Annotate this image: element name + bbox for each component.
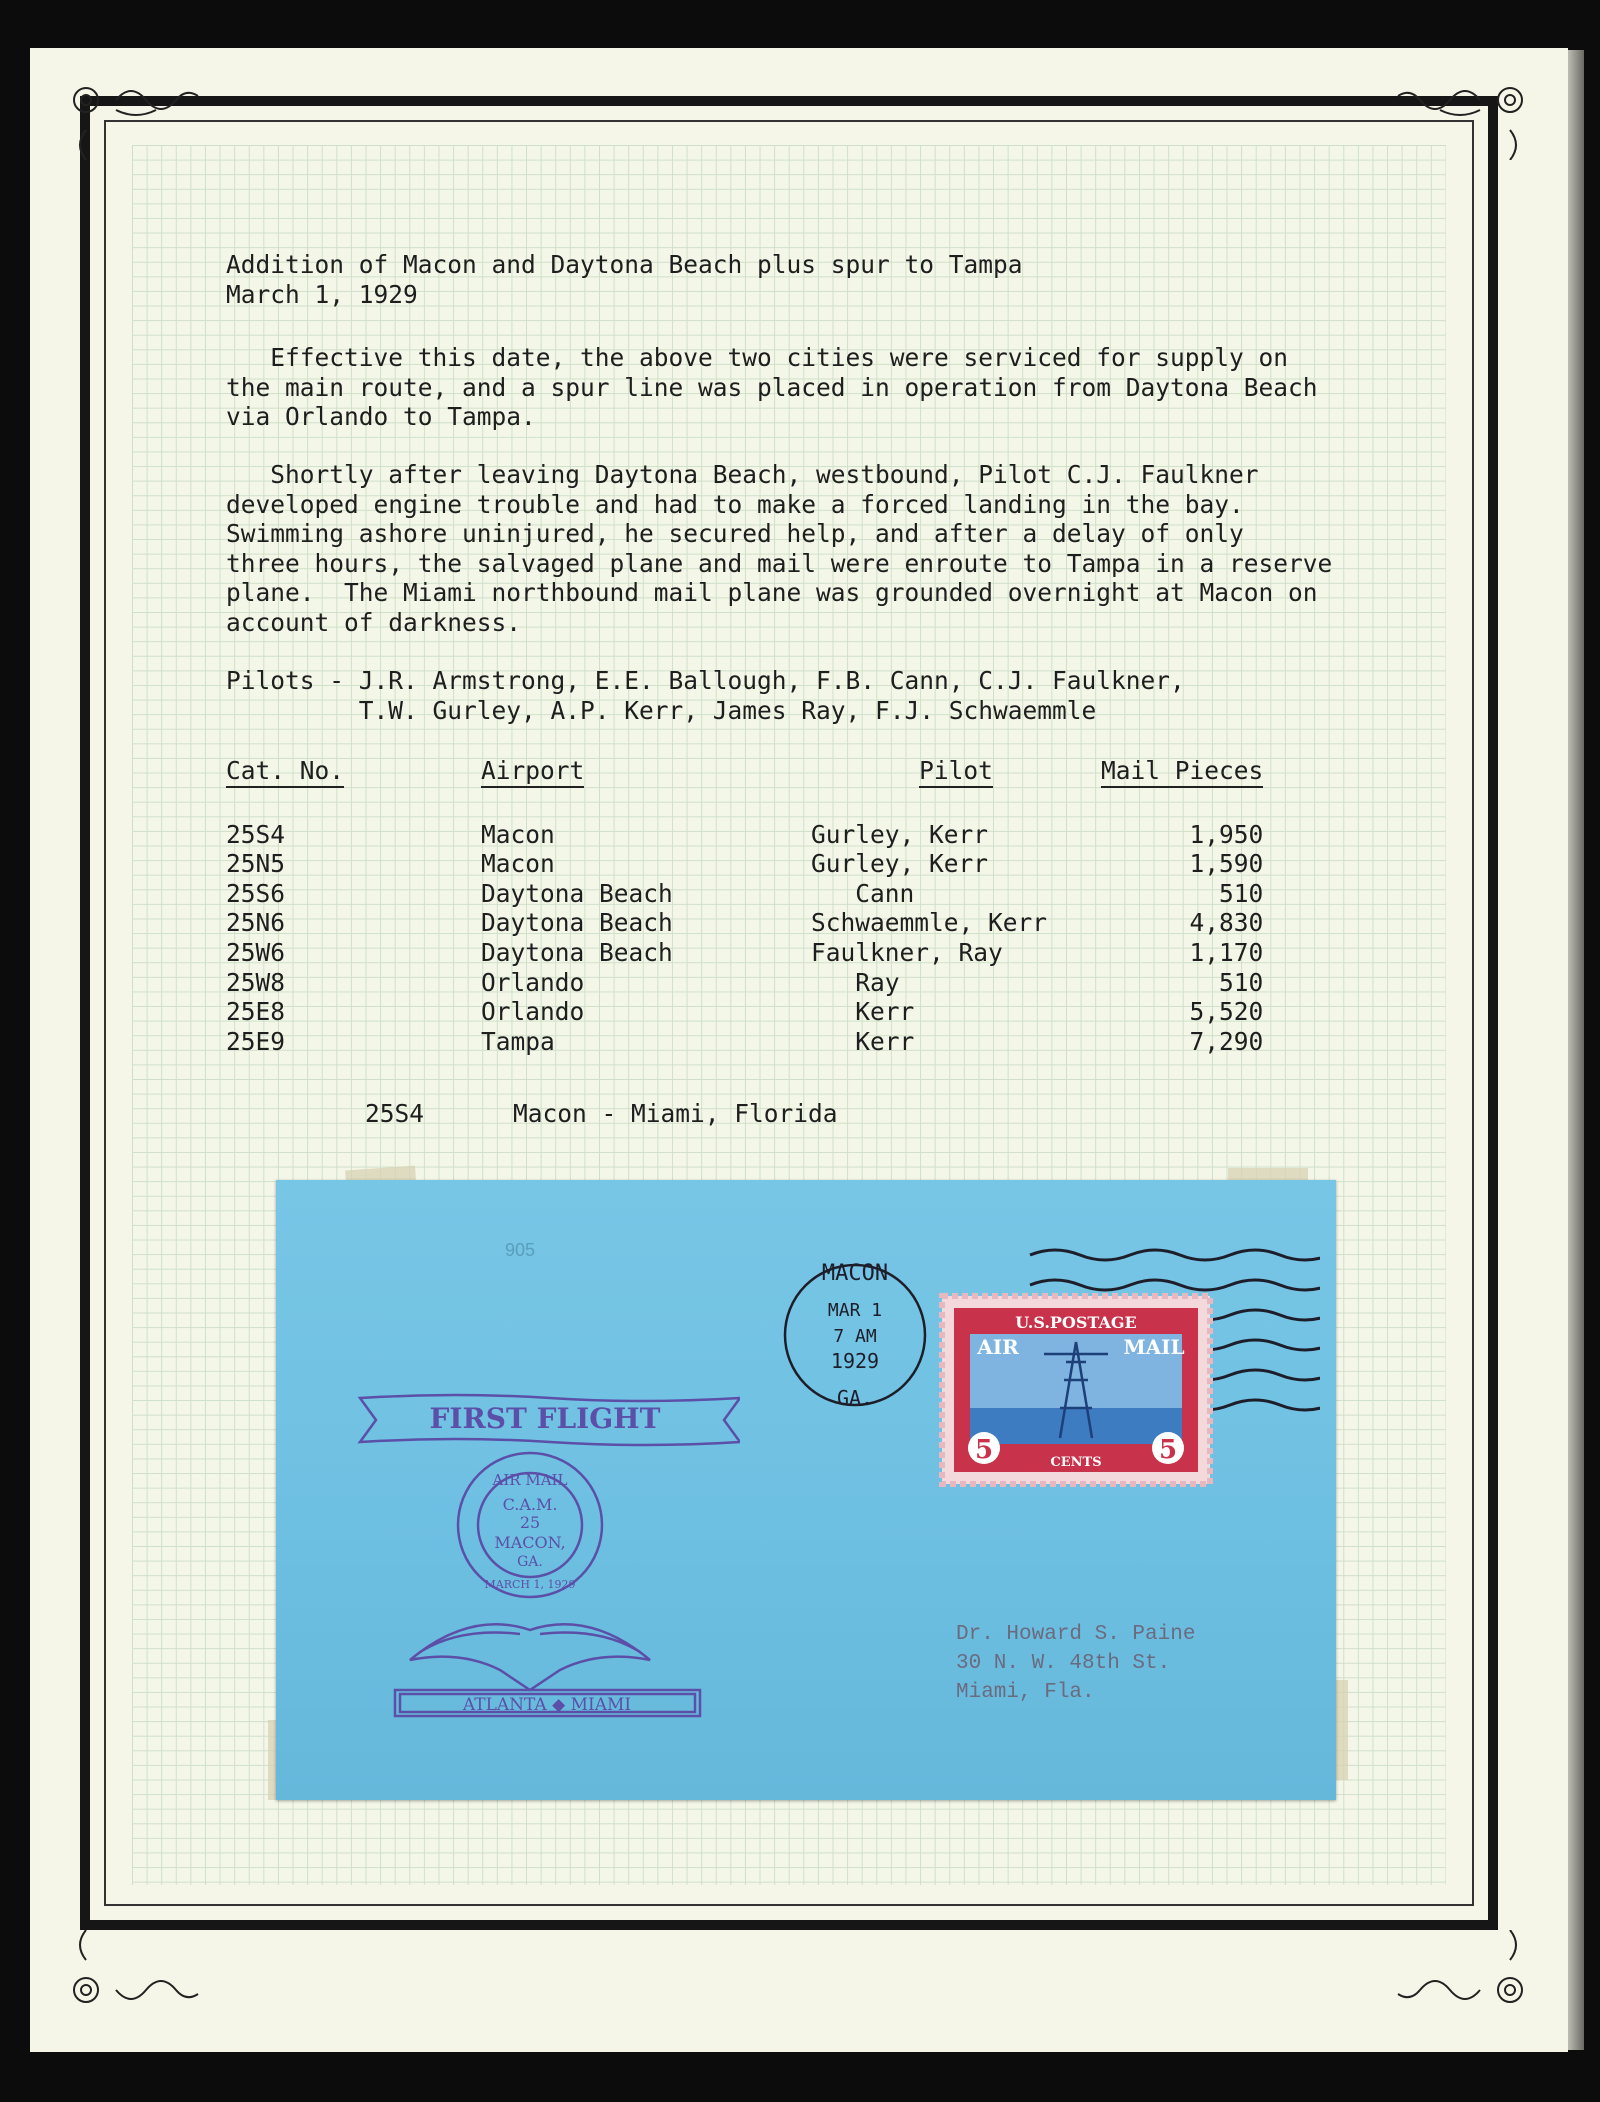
table-row: [226, 908, 1263, 938]
cell-cat-no: 25N6: [226, 908, 286, 938]
cell-airport: Daytona Beach: [481, 908, 673, 938]
cover-address: [956, 1620, 1195, 1707]
heading: [226, 250, 1023, 309]
macon-postmark: [770, 1250, 940, 1420]
cell-mail-pieces: 5,520: [1189, 997, 1264, 1027]
catalog-table: [226, 756, 1263, 1056]
cell-mail-pieces: 4,830: [1189, 908, 1264, 938]
pencil-note: 905: [505, 1240, 536, 1260]
cell-cat-no: 25W6: [226, 937, 286, 967]
header-airport: Airport: [481, 756, 811, 790]
cell-mail-pieces: 1,590: [1189, 849, 1264, 879]
cell-pilot: Gurley, Kerr: [811, 819, 989, 849]
pilots-line: Pilots - J.R. Armstrong, E.E. Ballough, F.B. Cann, C.J. Faulkner,: [226, 666, 1185, 695]
cell-airport: Tampa: [481, 1026, 555, 1056]
cell-pilot: Faulkner, Ray: [811, 937, 1003, 967]
table-row: [226, 820, 1263, 850]
table-row: [226, 938, 1263, 968]
cell-mail-pieces: 1,170: [1189, 937, 1264, 967]
airmail-stamp: [936, 1290, 1216, 1490]
paragraph-line: account of darkness.: [226, 607, 522, 637]
cell-airport: Orlando: [481, 997, 585, 1027]
table-row: [226, 997, 1263, 1027]
address-line: Dr. Howard S. Paine: [956, 1623, 1196, 1646]
table-row: [226, 968, 1263, 998]
cell-mail-pieces: 510: [1219, 878, 1264, 908]
paragraph-line: Effective this date, the above two cities were serviced for supply on: [226, 343, 1289, 372]
postmark-year: 1929: [830, 1349, 880, 1373]
cell-cat-no: 25S6: [226, 878, 286, 908]
table-row: [226, 879, 1263, 909]
table-row: [226, 1027, 1263, 1057]
cachet-line3: MACON,: [494, 1533, 566, 1552]
cover-route: Macon - Miami, Florida: [513, 1099, 838, 1128]
cachet-line1: C.A.M.: [502, 1495, 558, 1514]
paragraph-line: developed engine trouble and had to make a forced landing in the bay.: [226, 489, 1244, 519]
cell-pilot: Gurley, Kerr: [811, 849, 989, 879]
cell-cat-no: 25S4: [226, 819, 286, 849]
heading-title: Addition of Macon and Daytona Beach plus spur to Tampa: [226, 250, 1023, 279]
paragraph-line: plane. The Miami northbound mail plane was grounded overnight at Macon on: [226, 578, 1318, 607]
cachet-line2: 25: [519, 1513, 541, 1532]
stamp-value-left: 5: [974, 1435, 994, 1465]
cell-mail-pieces: 510: [1219, 967, 1264, 997]
postmark-city: MACON: [821, 1261, 889, 1286]
cachet-ring-top: AIR MAIL: [492, 1471, 568, 1489]
cachet-ring-bottom: MARCH 1, 1929: [484, 1578, 576, 1591]
pilots-list: [226, 666, 1185, 725]
cachet-route-text: ATLANTA ◆ MIAMI: [462, 1695, 632, 1715]
stamp-value-right: 5: [1158, 1435, 1178, 1465]
table-header-row: [226, 756, 1263, 790]
cell-cat-no: 25N5: [226, 849, 286, 879]
address-line: Miami, Fla.: [956, 1681, 1095, 1704]
postmark-date: MAR 1: [827, 1300, 883, 1321]
cell-pilot: Schwaemmle, Kerr: [811, 908, 1048, 938]
paragraph-line: Swimming ashore uninjured, he secured help, and after a delay of only: [226, 519, 1244, 548]
heading-date: March 1, 1929: [226, 279, 418, 309]
cell-pilot: Ray: [811, 967, 900, 997]
cell-airport: Orlando: [481, 967, 585, 997]
address-line: 30 N. W. 48th St.: [956, 1652, 1171, 1675]
pilots-line: T.W. Gurley, A.P. Kerr, James Ray, F.J. Schwaemmle: [226, 695, 1097, 725]
stamp-left-text: AIR: [977, 1335, 1019, 1359]
paragraph-line: Shortly after leaving Daytona Beach, westbound, Pilot C.J. Faulkner: [226, 460, 1259, 489]
table-row: [226, 849, 1263, 879]
paragraph-line: via Orlando to Tampa.: [226, 402, 536, 431]
first-flight-cachet: [340, 1390, 740, 1720]
cachet-banner-text: FIRST FLIGHT: [429, 1402, 661, 1435]
eagle-icon: [410, 1624, 650, 1690]
cell-cat-no: 25E9: [226, 1026, 286, 1056]
stamp-bottom-text: CENTS: [1050, 1455, 1102, 1470]
cell-mail-pieces: 1,950: [1189, 819, 1264, 849]
paragraph-forced-landing: [226, 460, 1332, 637]
cell-cat-no: 25W8: [226, 967, 286, 997]
cell-pilot: Kerr: [811, 1026, 915, 1056]
header-pilot: Pilot: [811, 756, 1101, 790]
paragraph-effective: [226, 343, 1318, 432]
stamp-top-text: U.S.POSTAGE: [1015, 1313, 1137, 1332]
cell-cat-no: 25E8: [226, 997, 286, 1027]
cell-airport: Daytona Beach: [481, 937, 673, 967]
cell-airport: Macon: [481, 819, 555, 849]
cell-pilot: Cann: [811, 878, 915, 908]
postmark-time: 7 AM: [833, 1326, 877, 1347]
paragraph-line: the main route, and a spur line was placed in operation from Daytona Beach: [226, 372, 1318, 402]
cachet-line4: GA.: [517, 1554, 543, 1570]
paragraph-line: three hours, the salvaged plane and mail were enroute to Tampa in a reserve: [226, 548, 1333, 578]
stamp-right-text: MAIL: [1123, 1335, 1185, 1359]
cover-cat-no: 25S4: [365, 1099, 425, 1128]
cell-airport: Daytona Beach: [481, 878, 673, 908]
cell-mail-pieces: 7,290: [1189, 1026, 1264, 1056]
postmark-state: GA.: [836, 1386, 874, 1410]
cell-pilot: Kerr: [811, 997, 915, 1027]
cell-airport: Macon: [481, 849, 555, 879]
header-cat-no: Cat. No.: [226, 756, 481, 790]
header-mail-pieces: Mail Pieces: [1101, 756, 1263, 790]
